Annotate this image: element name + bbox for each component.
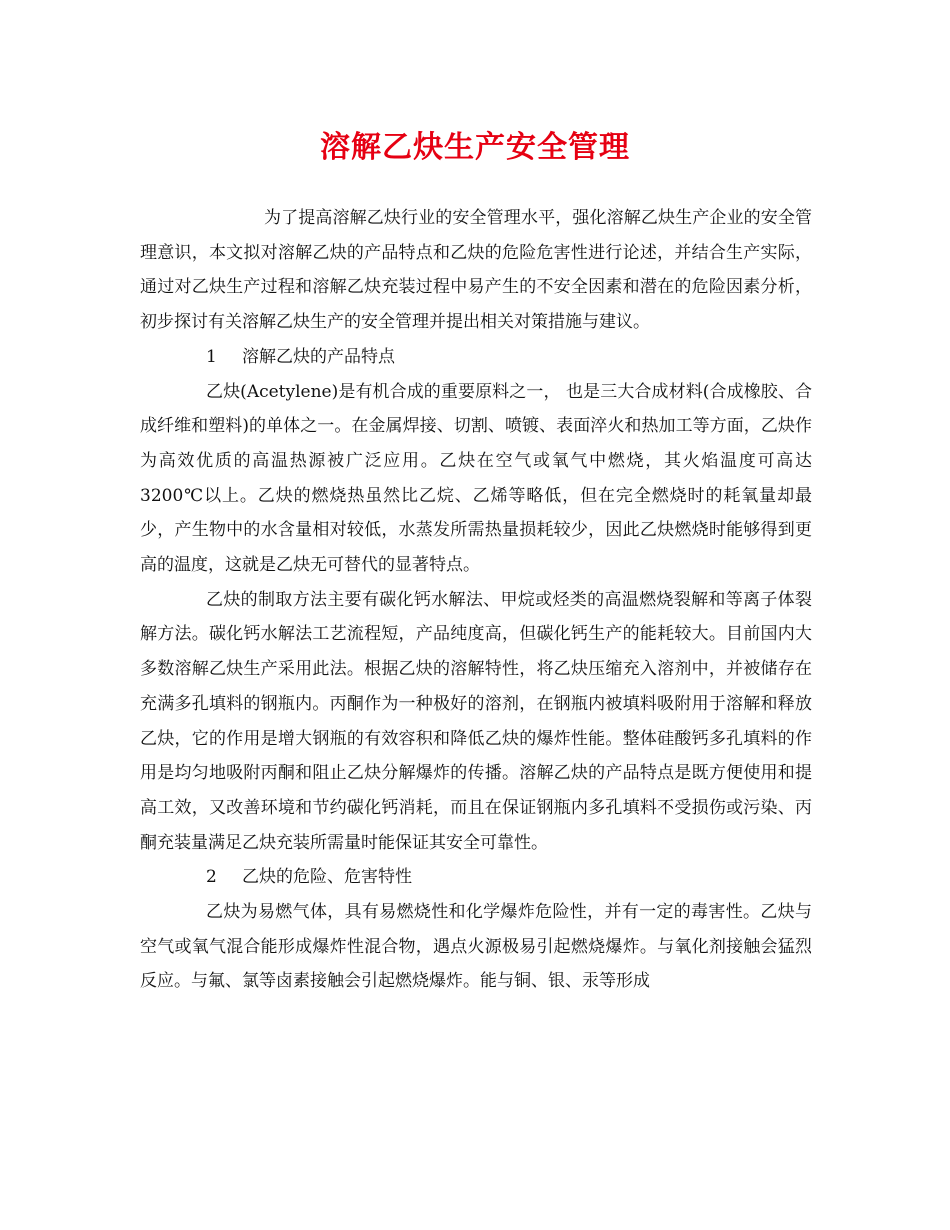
- section-number: 1: [206, 346, 217, 367]
- body-paragraph: 乙炔的制取方法主要有碳化钙水解法、甲烷或烃类的高温燃烧裂解和等离子体裂解方法。碳化钙水解法工艺流程短，产品纯度高，但碳化钙生产的能耗较大。目前国内大多数溶解乙炔生产采用此法。根据乙炔的溶解特性，将乙炔压缩充入溶剂中，并被储存在充满多孔填料的钢瓶内。丙酮作为一种极好的溶剂，在钢瓶内被填料吸附用于溶解和释放乙炔，它的作用是增大钢瓶的有效容积和降低乙炔的爆炸性能。整体硅酸钙多孔填料的作用是均匀地吸附丙酮和阻止乙炔分解爆炸的传播。溶解乙炔的产品特点是既方便使用和提高工效，又改善环境和节约碳化钙消耗，而且在保证钢瓶内多孔填料不受损伤或污染、丙酮充装量满足乙炔充装所需量时能保证其安全可靠性。: [140, 589, 812, 853]
- body-paragraph: 乙炔(Acetylene)是有机合成的重要原料之一， 也是三大合成材料(合成橡胶、合成纤维和塑料)的单体之一。在金属焊接、切割、喷镀、表面淬火和热加工等方面，乙炔作为高效优质的高温热源被广泛应用。乙炔在空气或氧气中燃烧，其火焰温度可高达3200℃以上。乙炔的燃烧热虽然比乙烷、乙烯等略低，但在完全燃烧时的耗氧量却最少，产生物中的水含量相对较低，水蒸发所需热量损耗较少，因此乙炔燃烧时能够得到更高的温度，这就是乙炔无可替代的显著特点。: [140, 381, 812, 576]
- document-title: 溶解乙炔生产安全管理: [320, 130, 630, 165]
- section-number: 2: [206, 867, 217, 888]
- section-title: 溶解乙炔的产品特点: [242, 346, 395, 367]
- section-title: 乙炔的危险、危害特性: [242, 867, 412, 888]
- body-paragraph: 乙炔为易燃气体，具有易燃烧性和化学爆炸危险性，并有一定的毒害性。乙炔与空气或氧气混合能形成爆炸性混合物，遇点火源极易引起燃烧爆炸。与氧化剂接触会猛烈反应。与氟、氯等卤素接触会引起燃烧爆炸。能与铜、银、汞等形成: [140, 902, 812, 992]
- document-body: [140, 201, 812, 999]
- section-heading-2: [140, 860, 812, 895]
- section-heading-1: [140, 340, 812, 375]
- intro-paragraph: 为了提高溶解乙炔行业的安全管理水平，强化溶解乙炔生产企业的安全管理意识，本文拟对溶解乙炔的产品特点和乙炔的危险危害性进行论述，并结合生产实际，通过对乙炔生产过程和溶解乙炔充装过程中易产生的不安全因素和潜在的危险因素分析，初步探讨有关溶解乙炔生产的安全管理并提出相关对策措施与建议。: [140, 208, 812, 333]
